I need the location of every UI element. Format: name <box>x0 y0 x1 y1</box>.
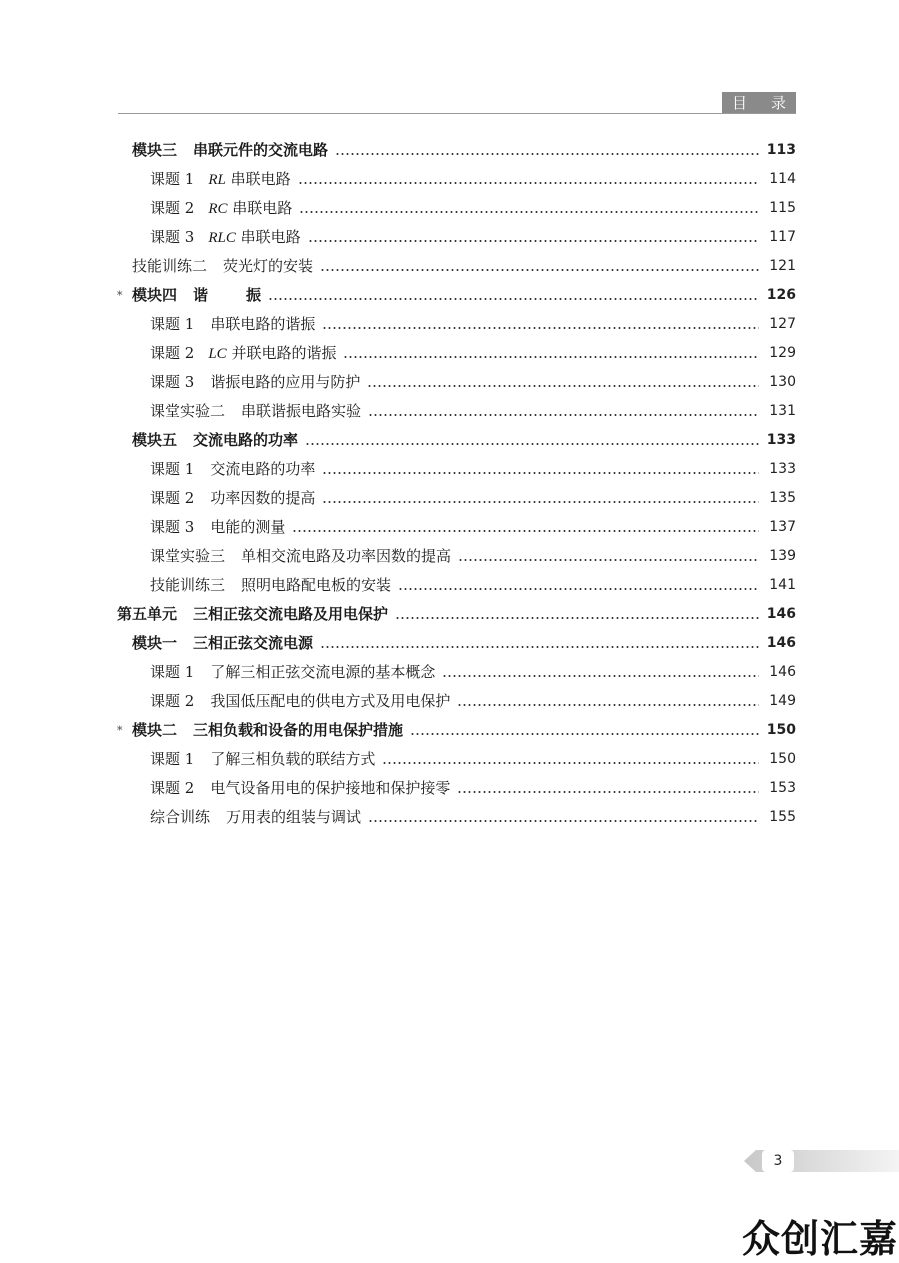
toc-entry-label <box>150 542 454 571</box>
toc-entry <box>0 716 899 745</box>
toc-entry <box>0 368 899 397</box>
toc-page-number: 131 <box>769 403 796 419</box>
toc-entry-label <box>150 484 318 513</box>
toc-entry-label <box>150 339 339 369</box>
toc-entry-text: 交流电路的功率 <box>193 431 299 449</box>
toc-entry <box>0 455 899 484</box>
toc-entry-text: 课题 1 <box>150 663 195 681</box>
toc-entry-label <box>132 629 316 658</box>
toc-page-number: 127 <box>769 316 796 332</box>
toc-entry-label <box>150 397 364 426</box>
toc-entry-text: 课题 1 <box>150 315 195 333</box>
header-title <box>722 92 796 114</box>
toc-page-number: 146 <box>766 606 796 622</box>
page-number: 3 <box>762 1150 794 1172</box>
toc-entry-text: 课题 1 <box>150 460 195 478</box>
toc-entry-text: 电能的测量 <box>210 518 286 536</box>
toc-entry-text: 课题 1 <box>150 169 195 188</box>
toc-entry <box>0 542 899 571</box>
toc-entry <box>0 310 899 339</box>
toc-entry-text: 串联谐振电路实验 <box>241 402 362 420</box>
toc-entry-text: 电气设备用电的保护接地和保护接零 <box>210 779 451 797</box>
toc-entry-text: 第五单元 <box>117 605 178 623</box>
toc-entry-text: 模块一 <box>132 634 178 652</box>
toc-page-number: 133 <box>769 461 796 477</box>
toc-entry-text: 课题 2 <box>150 779 195 797</box>
toc-leader-dots <box>308 240 759 242</box>
toc-entry <box>0 165 899 194</box>
toc-entry-text: 三相负载和设备的用电保护措施 <box>193 721 404 739</box>
toc-entry-label <box>132 252 316 281</box>
toc-leader-dots <box>322 472 759 474</box>
toc-entry-label <box>132 281 264 310</box>
toc-page-number: 115 <box>769 200 796 216</box>
toc-entry-text: 课题 3 <box>150 227 195 246</box>
toc-entry-label <box>132 426 301 455</box>
toc-entry-label <box>150 165 294 195</box>
toc-entry-label <box>150 223 304 253</box>
toc-entry-label <box>150 455 318 484</box>
toc-leader-dots <box>268 298 759 300</box>
toc-leader-dots <box>398 588 759 590</box>
toc-entry <box>0 252 899 281</box>
toc-entry-text: 模块五 <box>132 431 178 449</box>
toc-leader-dots <box>367 385 759 387</box>
toc-entry-text: 串联电路 <box>225 169 291 188</box>
toc-leader-dots <box>343 356 759 358</box>
toc-entry <box>0 629 899 658</box>
toc-entry-text: 并联电路的谐振 <box>226 343 337 362</box>
toc-entry-text: 课题 3 <box>150 518 195 536</box>
toc-entry-label <box>150 194 295 224</box>
toc-entry-label <box>150 571 394 600</box>
toc-entry-text: 谐振电路的应用与防护 <box>210 373 361 391</box>
toc-entry-label <box>132 716 406 745</box>
toc-entry <box>0 513 899 542</box>
toc-page-number: 139 <box>769 548 796 564</box>
toc-entry-text: 了解三相正弦交流电源的基本概念 <box>210 663 436 681</box>
toc-page-number: 117 <box>769 229 796 245</box>
toc-page-number: 155 <box>769 809 796 825</box>
toc-entry-text: 万用表的组装与调试 <box>226 808 362 826</box>
toc-leader-dots <box>442 675 759 677</box>
toc-leader-dots <box>458 559 759 561</box>
toc-entry <box>0 687 899 716</box>
toc-entry-label <box>150 513 288 542</box>
toc-entry-label <box>150 745 378 774</box>
toc-leader-dots <box>322 327 759 329</box>
toc-entry-text: 串联电路 <box>227 198 293 217</box>
toc-entry-text: 串联电路的谐振 <box>210 315 316 333</box>
toc-entry-label <box>150 310 318 339</box>
header-rule <box>118 113 796 114</box>
toc-page-number: 114 <box>769 171 796 187</box>
toc-leader-dots <box>298 182 759 184</box>
toc-entry-text: 课堂实验二 <box>150 402 226 420</box>
toc-entry-text: 模块二 <box>132 721 178 739</box>
toc-entry-text: 三相正弦交流电源 <box>193 634 314 652</box>
toc-leader-dots <box>335 153 759 155</box>
toc-page-number: 129 <box>769 345 796 361</box>
toc-leader-dots <box>457 704 759 706</box>
toc-entry-text: 串联元件的交流电路 <box>193 141 329 159</box>
toc-entry <box>0 484 899 513</box>
toc-entry <box>0 194 899 223</box>
toc-entry-text: 单相交流电路及功率因数的提高 <box>241 547 452 565</box>
toc-page-number: 121 <box>769 258 796 274</box>
toc-entry-symbol: LC <box>208 345 227 362</box>
toc-entry <box>0 803 899 832</box>
toc-page-number: 153 <box>769 780 796 796</box>
toc-page-number: 130 <box>769 374 796 390</box>
toc-entry-text: 谐 <box>193 286 209 304</box>
toc-entry <box>0 774 899 803</box>
optional-star-mark: * <box>117 289 123 302</box>
toc-entry <box>0 745 899 774</box>
toc-entry-text: 荧光灯的安装 <box>223 257 314 275</box>
toc-entry-text: 课题 2 <box>150 343 195 362</box>
toc-leader-dots <box>292 530 759 532</box>
toc-entry-label <box>117 600 391 629</box>
toc-page-number: 150 <box>766 722 796 738</box>
toc-entry-symbol: RLC <box>208 229 236 246</box>
toc-entry-text: 串联电路 <box>235 227 301 246</box>
toc-entry <box>0 281 899 310</box>
watermark-logo: 众创汇嘉 <box>742 1217 899 1261</box>
toc-leader-dots <box>382 762 759 764</box>
toc-entry-text: 课题 3 <box>150 373 195 391</box>
toc-entry-text: 课堂实验三 <box>150 547 226 565</box>
optional-star-mark: * <box>117 724 123 737</box>
toc-page-number: 149 <box>769 693 796 709</box>
toc-entry-text: 交流电路的功率 <box>210 460 316 478</box>
toc-entry-label <box>150 774 453 803</box>
toc-entry-text: 技能训练三 <box>150 576 226 594</box>
toc-leader-dots <box>320 646 759 648</box>
toc-leader-dots <box>305 443 759 445</box>
toc-entry-text: 三相正弦交流电路及用电保护 <box>193 605 389 623</box>
toc-leader-dots <box>320 269 759 271</box>
header-title-left: 目 <box>732 94 748 112</box>
toc-entry-label <box>150 803 364 832</box>
toc-entry-symbol: RL <box>208 171 226 188</box>
toc-entry-text: 功率因数的提高 <box>210 489 316 507</box>
toc-entry-text: 我国低压配电的供电方式及用电保护 <box>210 692 451 710</box>
header-title-right: 录 <box>770 94 786 112</box>
toc-entry <box>0 426 899 455</box>
toc-entry <box>0 136 899 165</box>
toc-entry <box>0 397 899 426</box>
toc-entry-text: 模块三 <box>132 141 178 159</box>
toc-entry <box>0 223 899 252</box>
toc-page-number: 150 <box>769 751 796 767</box>
toc-page-number: 146 <box>769 664 796 680</box>
toc-leader-dots <box>410 733 759 735</box>
toc-page-number: 146 <box>766 635 796 651</box>
toc-entry-symbol: RC <box>208 200 228 217</box>
toc-page-number: 113 <box>766 142 796 158</box>
toc-entry-text: 照明电路配电板的安装 <box>241 576 392 594</box>
toc-entry-label <box>150 658 438 687</box>
toc-entry <box>0 339 899 368</box>
toc-entry-label <box>132 136 331 165</box>
toc-entry-text: 课题 2 <box>150 198 195 217</box>
toc-entry-text: 课题 1 <box>150 750 195 768</box>
toc-leader-dots <box>299 211 759 213</box>
toc-entry-text: 课题 2 <box>150 489 195 507</box>
toc-entry-label <box>150 687 453 716</box>
toc-entry-text: 模块四 <box>132 286 178 304</box>
toc-leader-dots <box>368 820 759 822</box>
toc-entry <box>0 571 899 600</box>
toc-entry-text: 了解三相负载的联结方式 <box>210 750 376 768</box>
toc-entry-text: 综合训练 <box>150 808 211 826</box>
toc-entry <box>0 600 899 629</box>
toc-page-number: 135 <box>769 490 796 506</box>
table-of-contents <box>0 136 899 832</box>
toc-leader-dots <box>368 414 759 416</box>
toc-leader-dots <box>395 617 759 619</box>
toc-page-number: 133 <box>766 432 796 448</box>
toc-entry-label <box>150 368 363 397</box>
toc-entry-text: 技能训练二 <box>132 257 208 275</box>
toc-entry-text: 课题 2 <box>150 692 195 710</box>
toc-entry-text: 振 <box>246 286 262 304</box>
toc-page-number: 141 <box>769 577 796 593</box>
toc-leader-dots <box>457 791 759 793</box>
toc-entry <box>0 658 899 687</box>
toc-page-number: 137 <box>769 519 796 535</box>
toc-page-number: 126 <box>766 287 796 303</box>
toc-leader-dots <box>322 501 759 503</box>
